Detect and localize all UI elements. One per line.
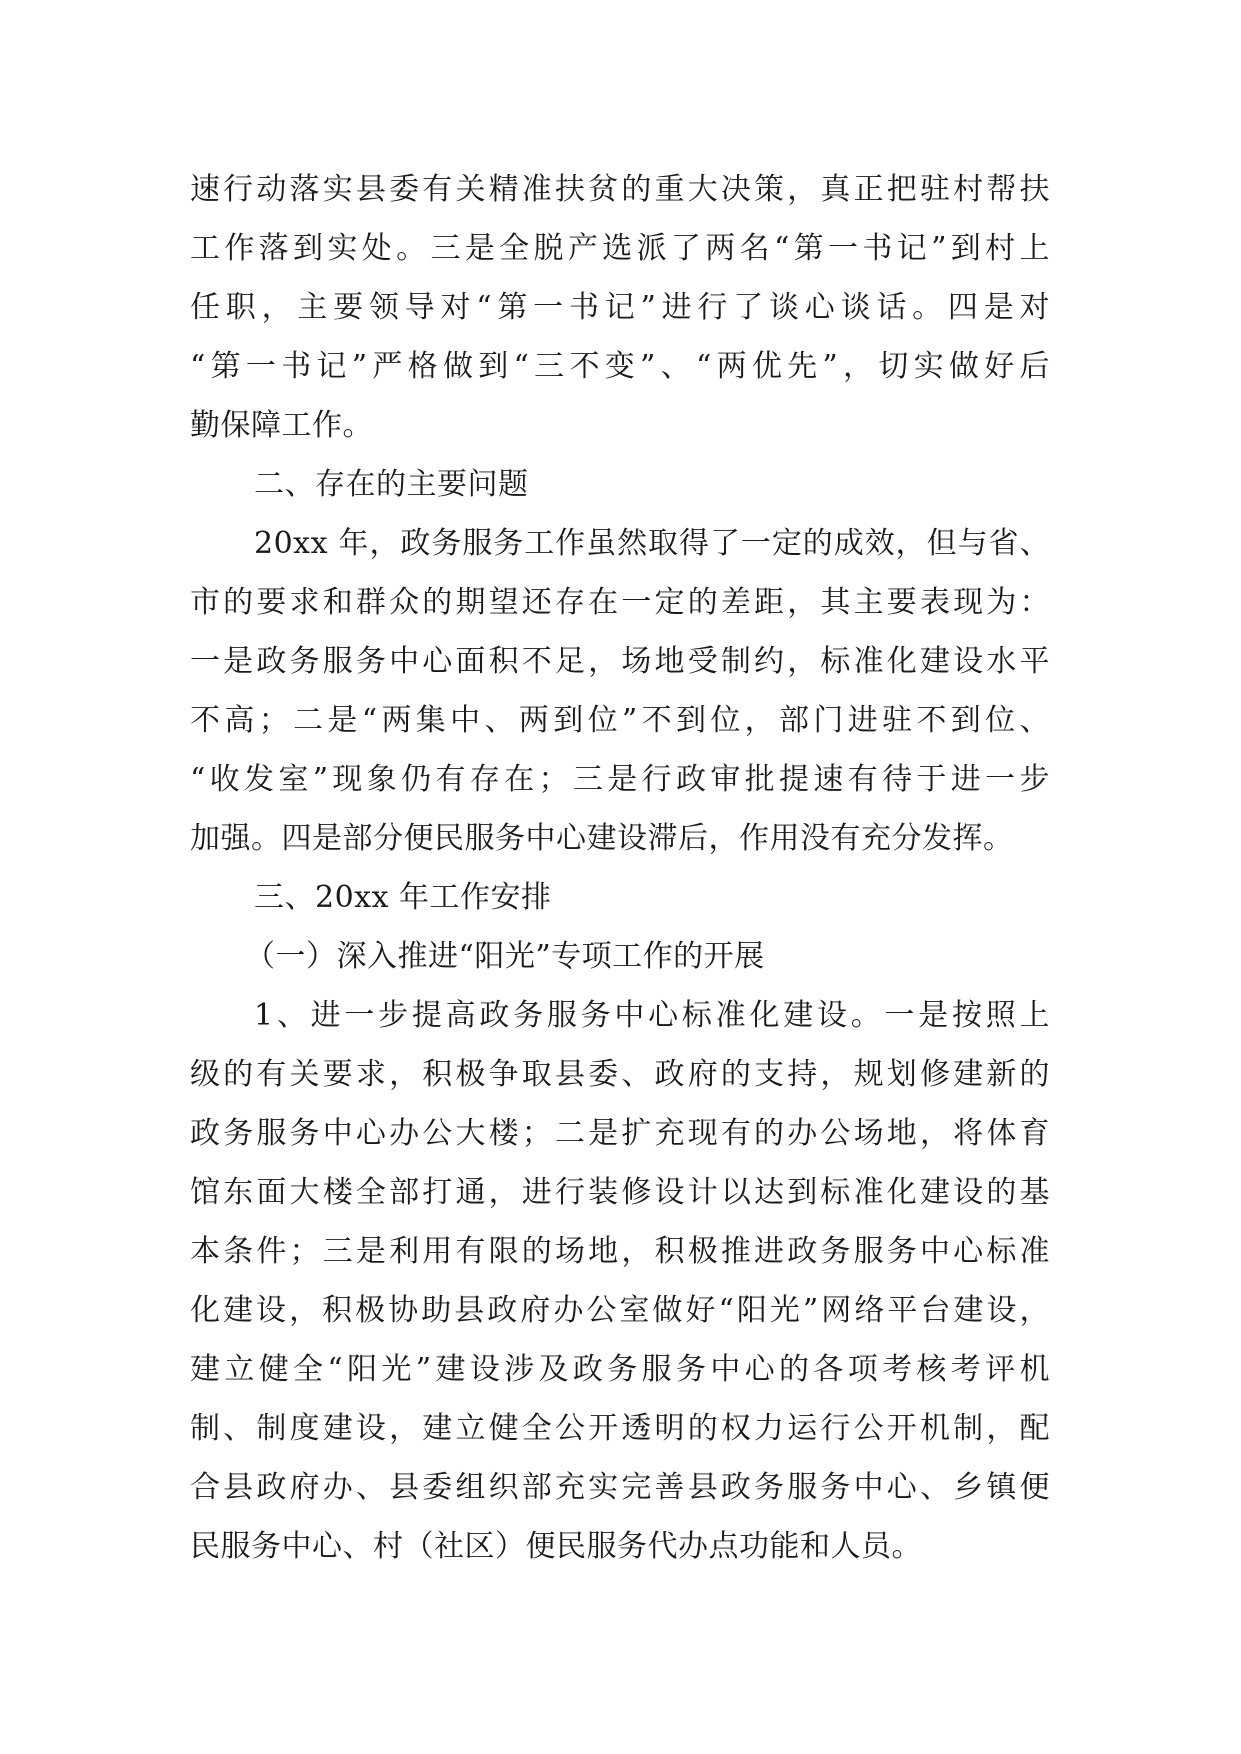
- paragraph-line: 一是政务服务中心面积不足，场地受制约，标准化建设水平: [190, 644, 1050, 679]
- subsection-heading: （一）深入推进“阳光”专项工作的开展: [245, 939, 765, 974]
- paragraph-line: 合县政府办、县委组织部充实完善县政务服务中心、乡镇便: [190, 1470, 1050, 1505]
- section-heading: 二、存在的主要问题: [254, 467, 529, 502]
- paragraph-line: 工作落到实处。三是全脱产选派了两名“第一书记”到村上: [190, 231, 1050, 266]
- section-heading: 三、20xx 年工作安排: [254, 880, 552, 915]
- paragraph-line: 市的要求和群众的期望还存在一定的差距，其主要表现为：: [190, 585, 1050, 620]
- paragraph-line: “收发室”现象仍有存在；三是行政审批提速有待于进一步: [190, 762, 1050, 797]
- paragraph-line: 不高；二是“两集中、两到位”不到位，部门进驻不到位、: [190, 703, 1050, 738]
- paragraph-line: “第一书记”严格做到“三不变”、“两优先”，切实做好后: [190, 349, 1050, 384]
- paragraph-line: 1、进一步提高政务服务中心标准化建设。一是按照上: [254, 998, 1050, 1033]
- document-body: [190, 160, 1050, 1576]
- paragraph-line: 速行动落实县委有关精准扶贫的重大决策，真正把驻村帮扶: [190, 172, 1050, 207]
- paragraph-line: 勤保障工作。: [190, 408, 373, 443]
- paragraph-line: 化建设，积极协助县政府办公室做好“阳光”网络平台建设，: [190, 1293, 1050, 1328]
- paragraph-line: 加强。四是部分便民服务中心建设滞后，作用没有充分发挥。: [190, 821, 1014, 856]
- paragraph-line: 20xx 年，政务服务工作虽然取得了一定的成效，但与省、: [254, 526, 1050, 561]
- paragraph-line: 民服务中心、村（社区）便民服务代办点功能和人员。: [190, 1529, 922, 1564]
- paragraph-line: 馆东面大楼全部打通，进行装修设计以达到标准化建设的基: [190, 1175, 1050, 1210]
- paragraph-line: 本条件；三是利用有限的场地，积极推进政务服务中心标准: [190, 1234, 1050, 1269]
- paragraph-line: 制、制度建设，建立健全公开透明的权力运行公开机制，配: [190, 1411, 1050, 1446]
- paragraph-line: 任职，主要领导对“第一书记”进行了谈心谈话。四是对: [190, 290, 1050, 325]
- paragraph-line: 建立健全“阳光”建设涉及政务服务中心的各项考核考评机: [190, 1352, 1050, 1387]
- paragraph-line: 级的有关要求，积极争取县委、政府的支持，规划修建新的: [190, 1057, 1050, 1092]
- paragraph-line: 政务服务中心办公大楼；二是扩充现有的办公场地，将体育: [190, 1116, 1050, 1151]
